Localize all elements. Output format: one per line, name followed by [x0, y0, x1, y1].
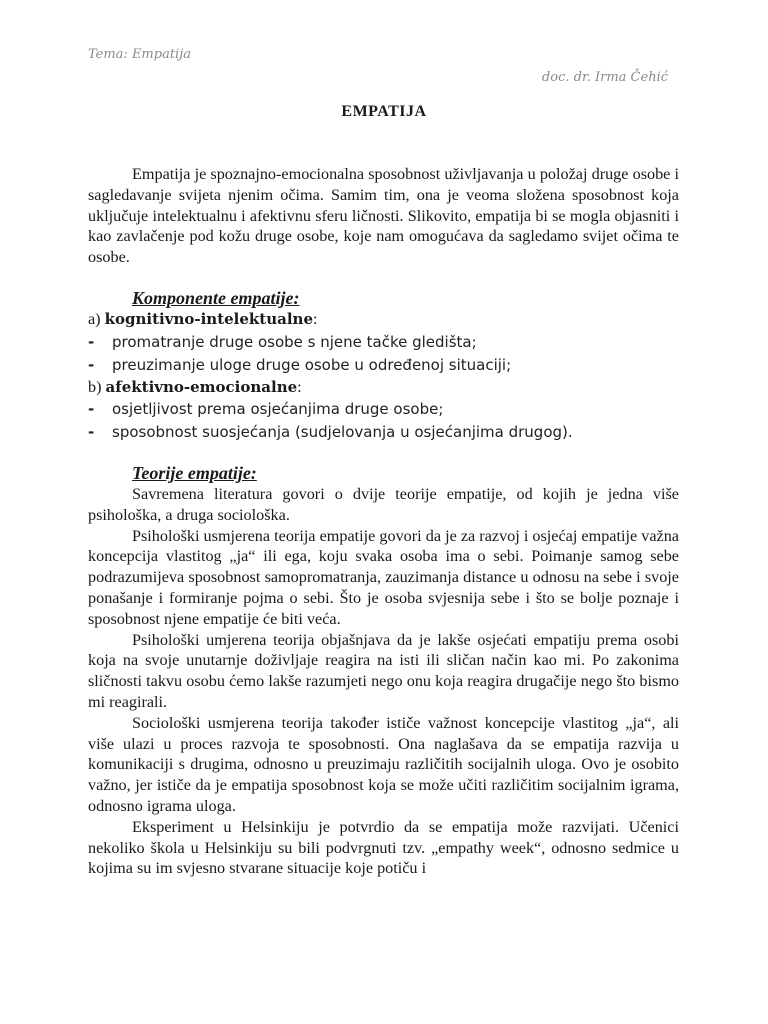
theories-paragraph: Psihološki usmjerena teorija empatije govori da je za razvoj i osjećaj empatije važna koncepcija vlastitog „ja“ ili ega, koju svaka osoba ima o sebi. Poimanje samog sebe podrazumijeva sposobnost samopromatranja, zauzimanja distance u odnosu na sebe i svoje ponašanje i formiranje pojma o sebi. Što je osoba svjesnija sebe i što se bolje poznaje i sposobnost njene empatije će biti veća. — [88, 526, 679, 628]
theories-paragraph: Savremena literatura govori o dvije teorije empatije, od kojih je jedna više psihološka, a druga sociološka. — [88, 485, 679, 524]
list-item-text: osjetljivost prema osjećanjima druge osobe; — [112, 400, 444, 418]
component-a-colon: : — [313, 310, 318, 328]
theories-paragraph: Eksperiment u Helsinkiju je potvrdio da se empatija može razvijati. Učenici nekoliko škola u Helsinkiju su bili podvrgnuti tzv. „empathy week“, odnosno sedmice u kojima su im svjesno stvarane situacije koje potiču i — [88, 817, 679, 878]
list-item-text: preuzimanje uloge druge osobe u određenoj situaciji; — [112, 355, 512, 374]
list-item — [88, 354, 679, 377]
list-item — [88, 398, 679, 421]
component-b — [88, 377, 679, 399]
theories-heading: Teorije empatije: — [132, 463, 257, 483]
document-title: EMPATIJA — [341, 103, 427, 120]
intro-section — [88, 164, 679, 268]
component-a-prefix: a) — [88, 310, 101, 328]
list-item — [88, 331, 679, 354]
header-author: doc. dr. Irma Čehić — [541, 70, 668, 85]
dash-bullet: - — [88, 355, 95, 374]
component-a — [88, 309, 679, 331]
header-topic: Tema: Empatija — [88, 47, 191, 62]
dash-bullet: - — [88, 400, 95, 418]
theories-paragraph: Sociološki usmjerena teorija također ističe važnost koncepcije vlastitog „ja“, ali više ulazi u proces razvoja te sposobnosti. Ona naglašava da se empatija razvija u komunikaciji s drugima, odnosno u preuzimaju različitih socijalnih uloga. Ovo je osobito važno, jer ističe da je empatija sposobnost koja se može učiti različitim socijalnim igrama, odnosno igrama uloga. — [88, 713, 679, 815]
components-section — [88, 288, 679, 444]
dash-bullet: - — [88, 332, 95, 351]
list-item — [88, 421, 679, 444]
theories-section — [88, 463, 679, 879]
component-a-label: kognitivno-intelektualne — [104, 310, 314, 328]
dash-bullet: - — [88, 423, 95, 441]
component-b-colon: : — [297, 377, 302, 396]
components-heading: Komponente empatije: — [132, 288, 300, 308]
list-item-text: promatranje druge osobe s njene tačke gledišta; — [112, 332, 477, 351]
list-item-text: sposobnost suosjećanja (sudjelovanja u osjećanjima drugog). — [112, 423, 573, 441]
intro-paragraph: Empatija je spoznajno-emocionalna sposobnost uživljavanja u položaj druge osobe i sagledavanje svijeta njenim očima. Samim tim, ona je veoma složena sposobnost koja uključuje intelektualnu i afektivnu sferu ličnosti. Slikovito, empatija bi se mogla objasniti i kao zavlačenje pod kožu druge osobe, koje nam omogućava da sagledamo svijet očima te osobe. — [88, 165, 679, 267]
theories-paragraph: Psihološki umjerena teorija objašnjava da je lakše osjećati empatiju prema osobi koja na svoje unutarnje doživljaje reagira na isti ili sličan način kao mi. Po zakonima sličnosti takvu osobu ćemo lakše razumjeti nego onu koja reagira drugačije nego što bismo mi reagirali. — [88, 630, 679, 711]
component-b-label: afektivno-emocionalne — [105, 377, 298, 396]
component-b-prefix: b) — [88, 377, 102, 396]
